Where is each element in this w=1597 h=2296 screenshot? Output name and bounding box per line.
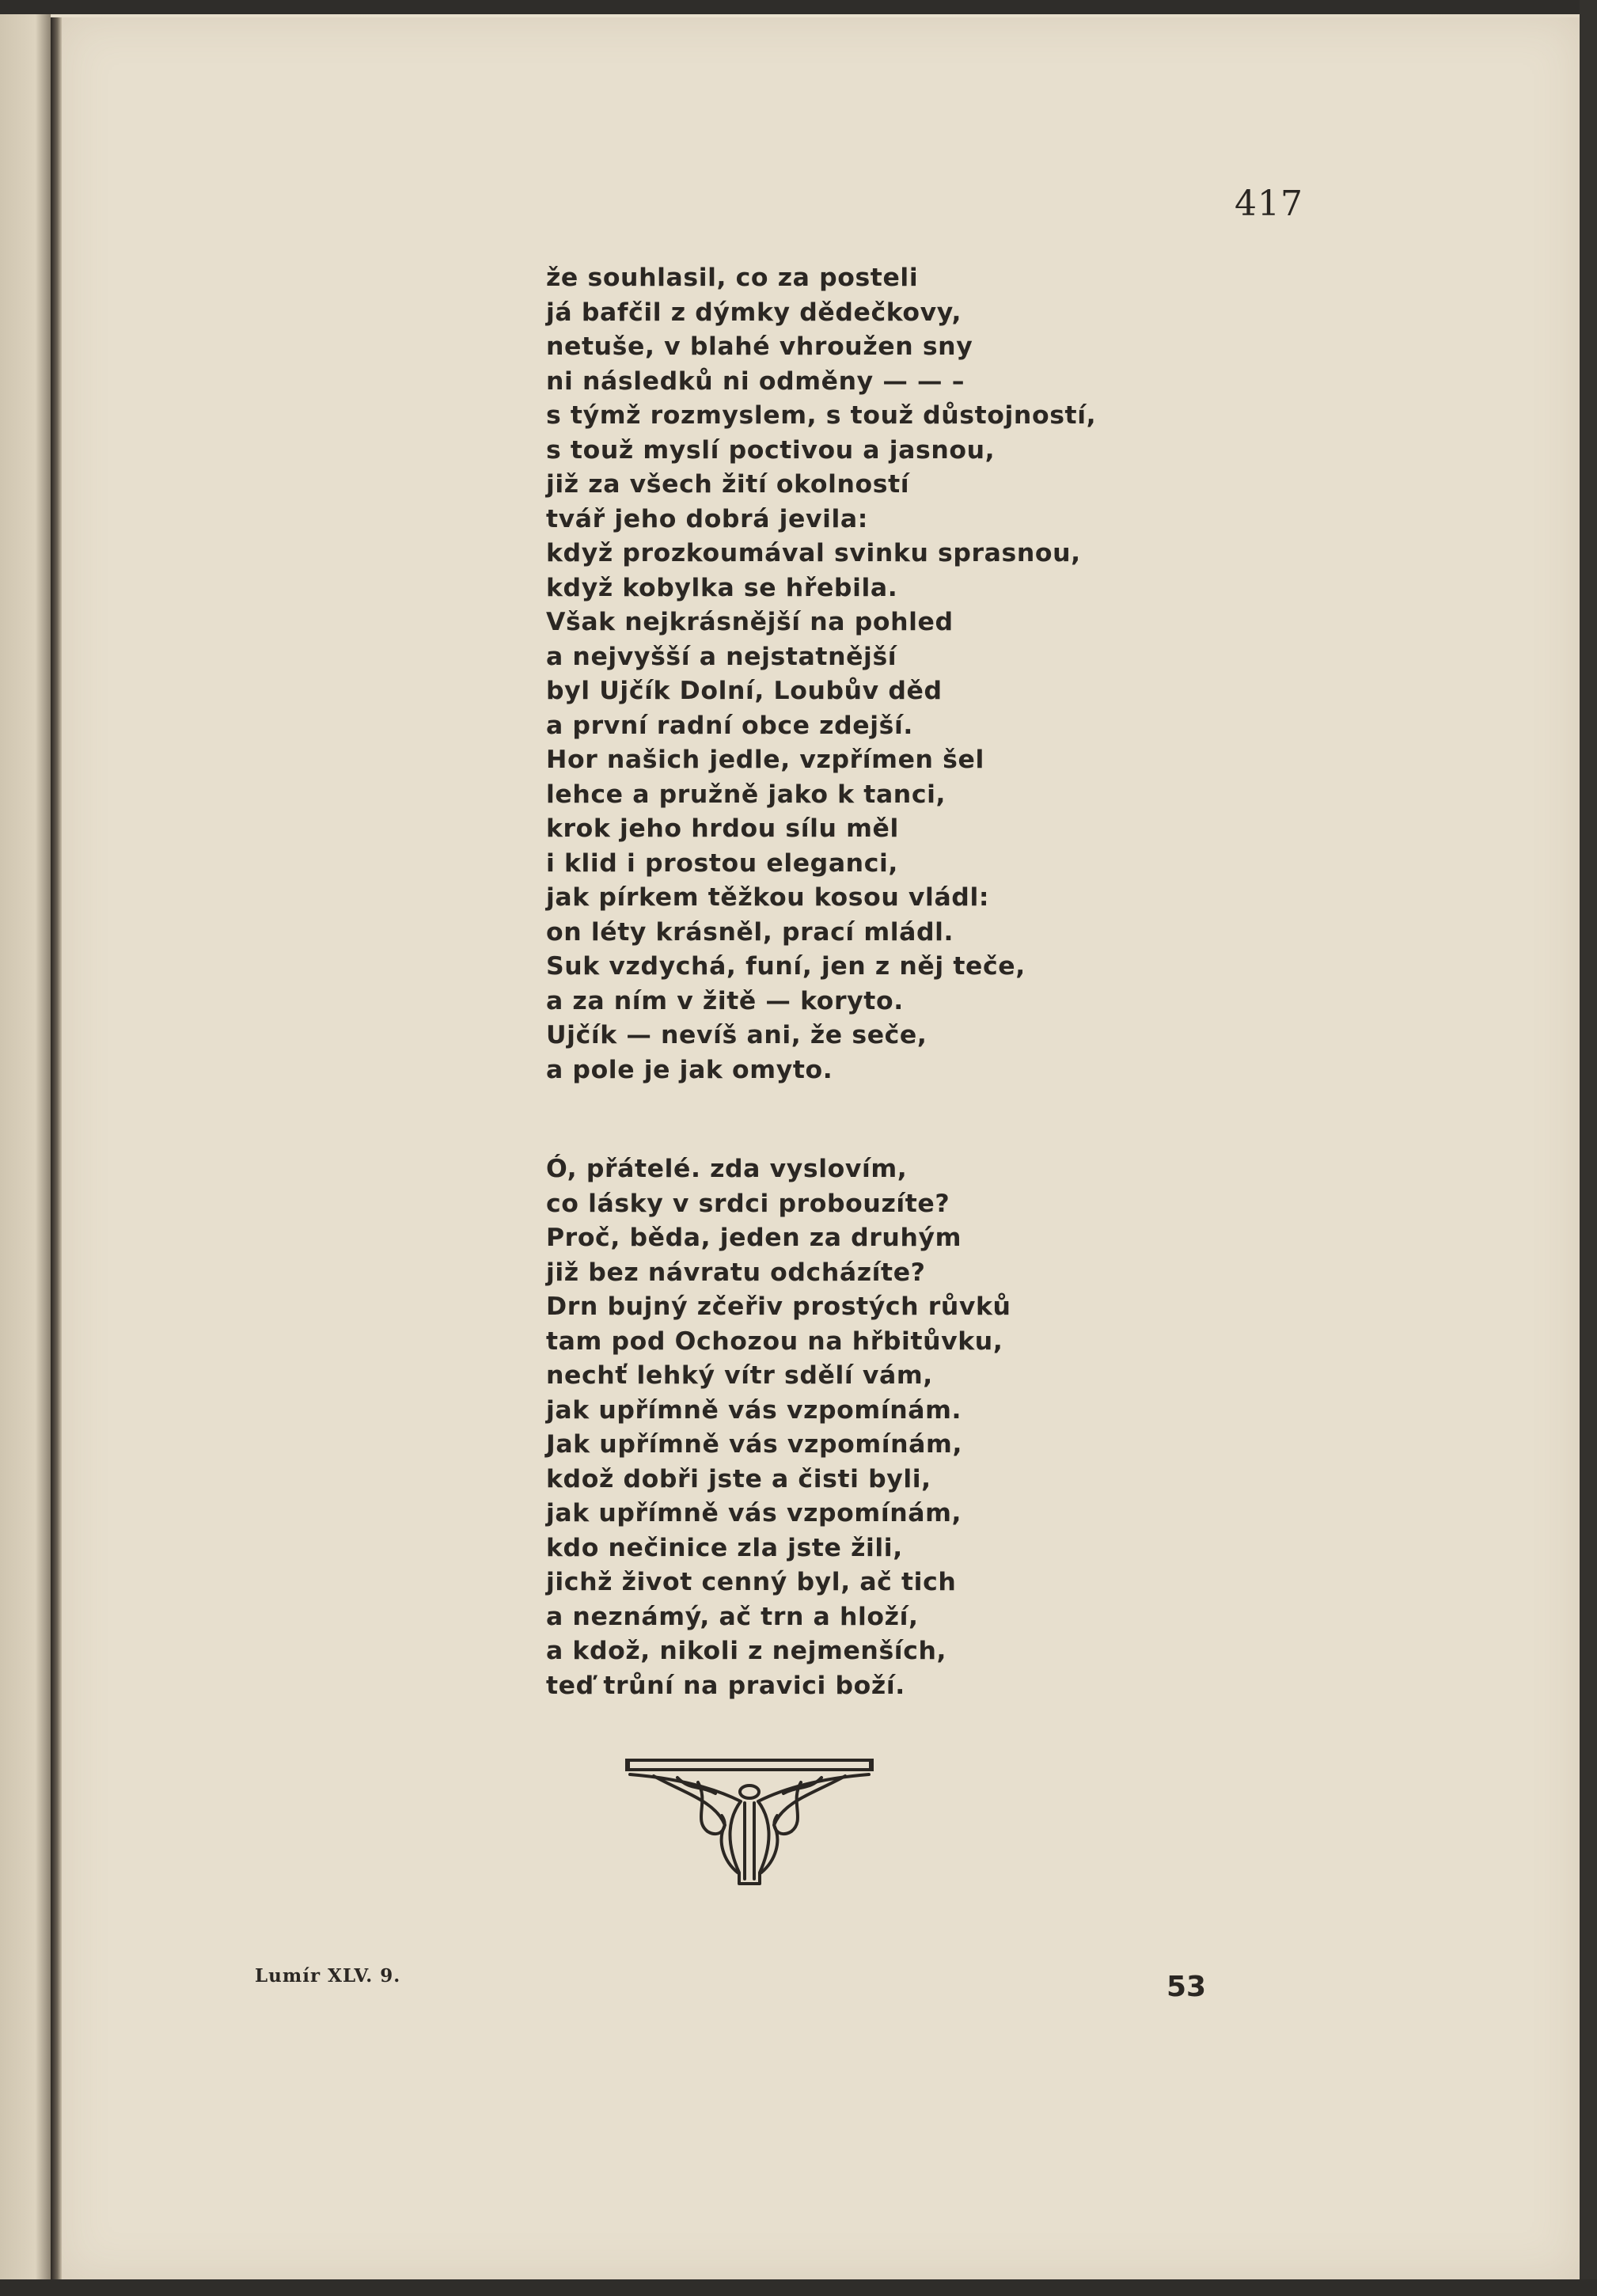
scan-border-right [1580, 0, 1597, 2296]
poem-line: jak upřímně vás vzpomínám. [546, 1395, 962, 1425]
poem-line: a kdož, nikoli z nejmenších, [546, 1637, 947, 1665]
poem-line: a neznámý, ač trn a hloží, [546, 1602, 919, 1631]
poem-line: jichž život cenný byl, ač tich [546, 1568, 957, 1596]
poem-line: s týmž rozmyslem, s touž důstojností, [546, 401, 1097, 430]
poem-line: krok jeho hrdou sílu měl [546, 814, 899, 843]
poem-line: jak upřímně vás vzpomínám, [546, 1499, 962, 1528]
previous-page-edge [0, 0, 51, 2296]
poem-line: Proč, běda, jeden za druhým [546, 1224, 962, 1252]
poem-line: lehce a pružně jako k tanci, [546, 780, 946, 809]
poem-line: tvář jeho dobrá jevila: [546, 504, 868, 533]
poem-line: Hor našich jedle, vzpřímen šel [546, 746, 984, 774]
poem-line: když kobylka se hřebila. [546, 573, 898, 602]
poem-line: již bez návratu odcházíte? [546, 1258, 926, 1287]
poem-line: Drn bujný zčeřiv prostých růvků [546, 1292, 1011, 1321]
poem-line: tam pod Ochozou na hřbitůvku, [546, 1326, 1003, 1356]
scan-border-bottom [0, 2279, 1597, 2296]
poem-line: a nejvyšší a nejstatnější [546, 642, 897, 671]
poem-stanza-2 [546, 1152, 1337, 1703]
poem-line: nechť lehký vítr sdělí vám, [546, 1361, 933, 1390]
poem-line: netuše, v blahé vhroužen sny [546, 332, 973, 361]
poem-line: a za ním v žitě — koryto. [546, 986, 904, 1015]
poem-line: ni následků ni odměny — — – [546, 366, 965, 396]
poem-line: s touž myslí poctivou a jasnou, [546, 435, 996, 465]
poem-line: Ó, přátelé. zda vyslovím, [546, 1155, 908, 1183]
poem-line: co lásky v srdci probouzíte? [546, 1189, 950, 1218]
poem-line: teď trůní na pravici boží. [546, 1671, 905, 1700]
poem-line: když prozkoumával svinku sprasnou, [546, 539, 1081, 567]
poem-line: on léty krásněl, prací mládl. [546, 917, 954, 947]
poem-stanza-1 [546, 261, 1337, 1087]
poem-line: a první radní obce zdejší. [546, 711, 913, 740]
poem-line: již za všech žití okolností [546, 470, 910, 499]
page-number: 417 [1235, 184, 1303, 224]
poem-line: Suk vzdychá, funí, jen z něj teče, [546, 952, 1026, 981]
poem-line: Však nejkrásnější na pohled [546, 608, 954, 636]
poem-line: Ujčík — nevíš ani, že seče, [546, 1021, 927, 1049]
poem-line: a pole je jak omyto. [546, 1055, 833, 1084]
art-nouveau-vignette-icon [622, 1754, 877, 1887]
poem-line: Jak upřímně vás vzpomínám, [546, 1430, 963, 1459]
poem-line: kdo nečinice zla jste žili, [546, 1533, 903, 1562]
poem-line: byl Ujčík Dolní, Loubův děd [546, 677, 943, 705]
poem-line: já bafčil z dýmky dědečkovy, [546, 298, 962, 327]
scan-border-top [0, 0, 1597, 14]
signature-mark: 53 [1166, 1971, 1207, 2003]
binding-shadow [51, 17, 62, 2279]
poem-line: jak pírkem těžkou kosou vládl: [546, 883, 990, 912]
poem-line: že souhlasil, co za posteli [546, 264, 919, 292]
poem-line: kdož dobři jste a čisti byli, [546, 1464, 931, 1493]
journal-mark: Lumír XLV. 9. [255, 1965, 401, 1987]
poem-line: i klid i prostou eleganci, [546, 848, 898, 878]
